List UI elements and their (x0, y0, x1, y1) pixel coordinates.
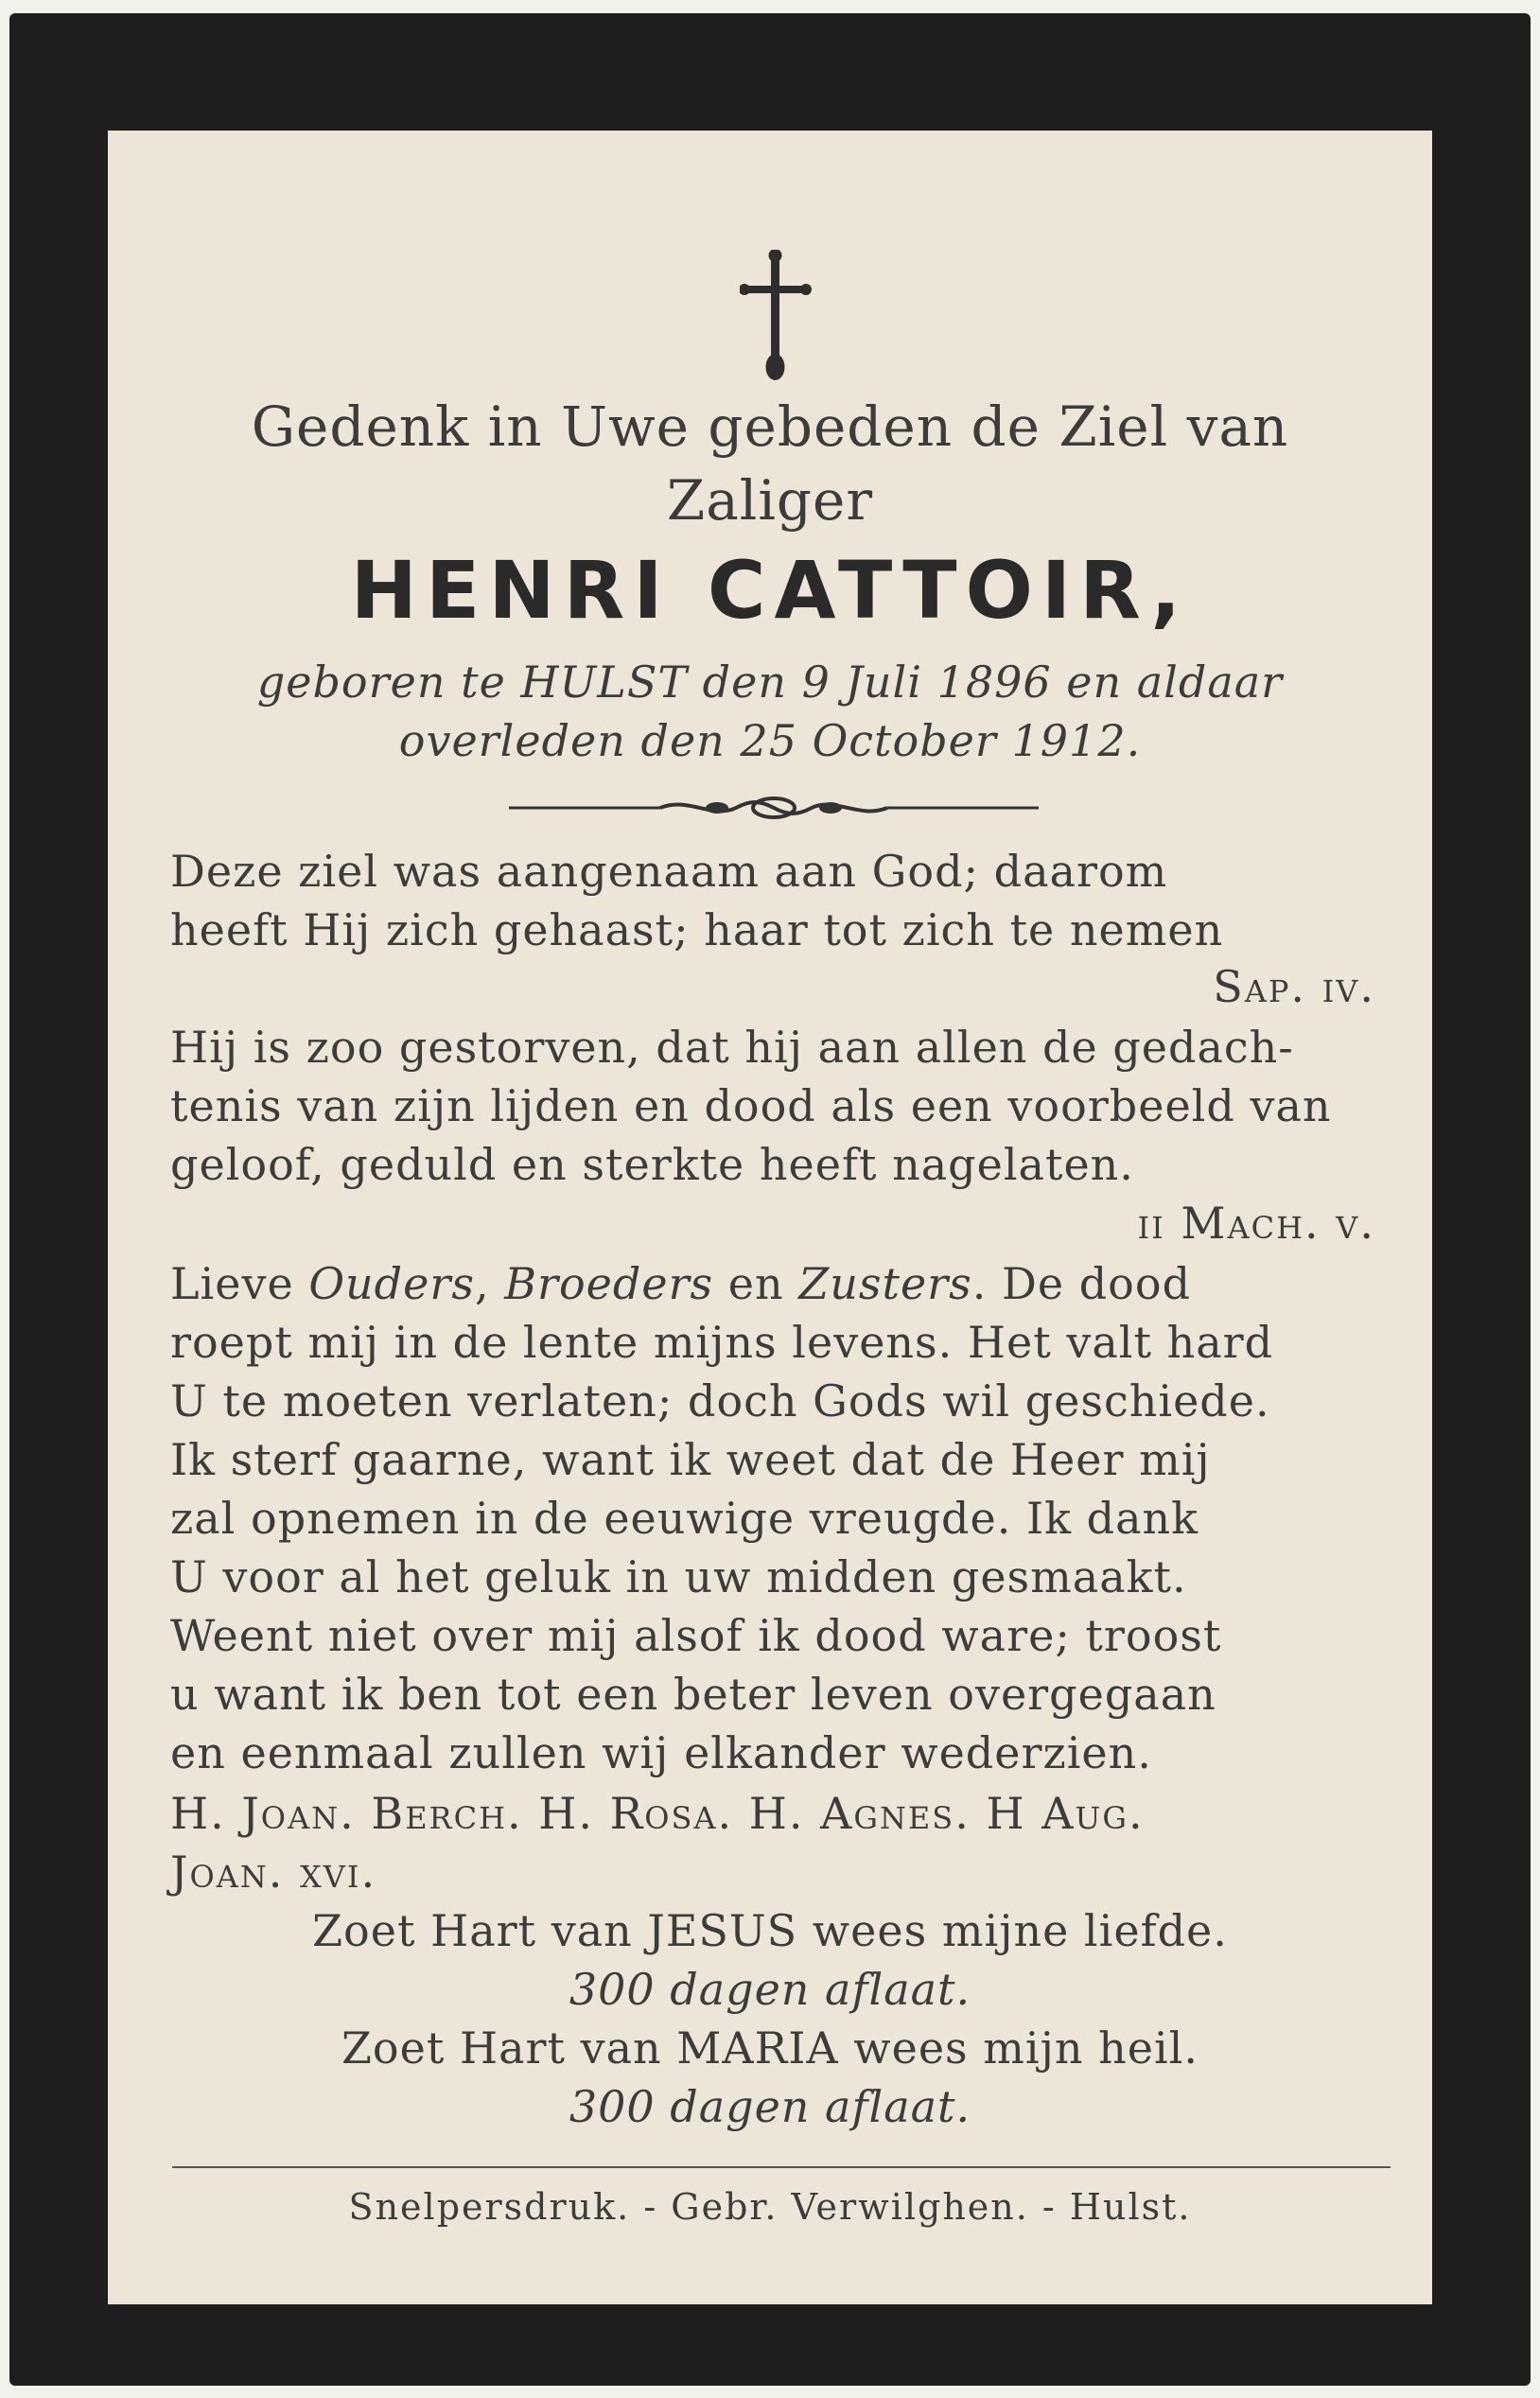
farewell-text: en (713, 1258, 799, 1309)
deceased-name: HENRI CATTOIR, (350, 544, 1190, 637)
saints-reference: H. Joan. Berch. H. Rosa. H. Agnes. H Aug. (170, 1788, 1145, 1839)
farewell-line: U te moeten verlaten; doch Gods wil geschiede. (170, 1375, 1270, 1427)
farewell-text: , (474, 1258, 505, 1309)
farewell-text: . De dood (971, 1258, 1192, 1309)
verse-2-reference: ii Mach. v. (1137, 1198, 1375, 1249)
ouders-word: Ouders (308, 1258, 475, 1309)
birth-line-2: overleden den 25 October 1912. (398, 715, 1142, 766)
ornament-divider (509, 793, 1039, 823)
verse-1-reference: Sap. iv. (1213, 961, 1375, 1012)
memorial-card (108, 131, 1432, 2304)
birth-line-1: geboren te HULST den 9 Juli 1896 en aldaar (256, 656, 1284, 708)
mourning-border (9, 13, 1531, 2386)
broeders-word: Broeders (504, 1258, 714, 1309)
prayer-jesus: Zoet Hart van JESUS wees mijne liefde. (312, 1905, 1228, 1956)
cross-icon (740, 250, 812, 382)
verse-2-line: geloof, geduld en sterkte heeft nagelaten. (170, 1139, 1134, 1190)
heading-line-1: Gedenk in Uwe gebeden de Ziel van (251, 394, 1289, 459)
farewell-line: roept mij in de lente mijns levens. Het valt hard (170, 1317, 1274, 1368)
farewell-line: u want ik ben tot een beter leven overgegaan (170, 1669, 1216, 1720)
farewell-first-line (170, 1258, 1192, 1309)
heading-line-2: Zaliger (666, 468, 874, 533)
farewell-line: Weent niet over mij alsof ik dood ware; troost (170, 1610, 1222, 1661)
farewell-text: Lieve (170, 1258, 309, 1309)
verse-2-line: tenis van zijn lijden en dood als een voorbeeld van (170, 1080, 1332, 1131)
indulgence-2: 300 dagen aflaat. (569, 2081, 971, 2132)
farewell-line: zal opnemen in de eeuwige vreugde. Ik dank (170, 1493, 1199, 1544)
saints-reference-2: Joan. xvi. (170, 1847, 377, 1898)
footer-rule (172, 2166, 1391, 2168)
farewell-line: en eenmaal zullen wij elkander wederzien. (170, 1727, 1152, 1778)
printer-credit: Snelpersdruk. - Gebr. Verwilghen. - Hulst. (348, 2186, 1192, 2228)
verse-2-line: Hij is zoo gestorven, dat hij aan allen de gedach- (170, 1022, 1294, 1073)
verse-1-line: Deze ziel was aangenaam aan God; daarom (170, 846, 1168, 897)
farewell-line: Ik sterf gaarne, want ik weet dat de Heer mij (170, 1434, 1211, 1485)
zusters-word: Zusters (798, 1258, 972, 1309)
verse-1-line: heeft Hij zich gehaast; haar tot zich te nemen (170, 904, 1224, 955)
prayer-maria: Zoet Hart van MARIA wees mijn heil. (341, 2022, 1199, 2074)
farewell-line: U voor al het geluk in uw midden gesmaakt. (170, 1551, 1187, 1602)
indulgence-1: 300 dagen aflaat. (569, 1964, 971, 2015)
